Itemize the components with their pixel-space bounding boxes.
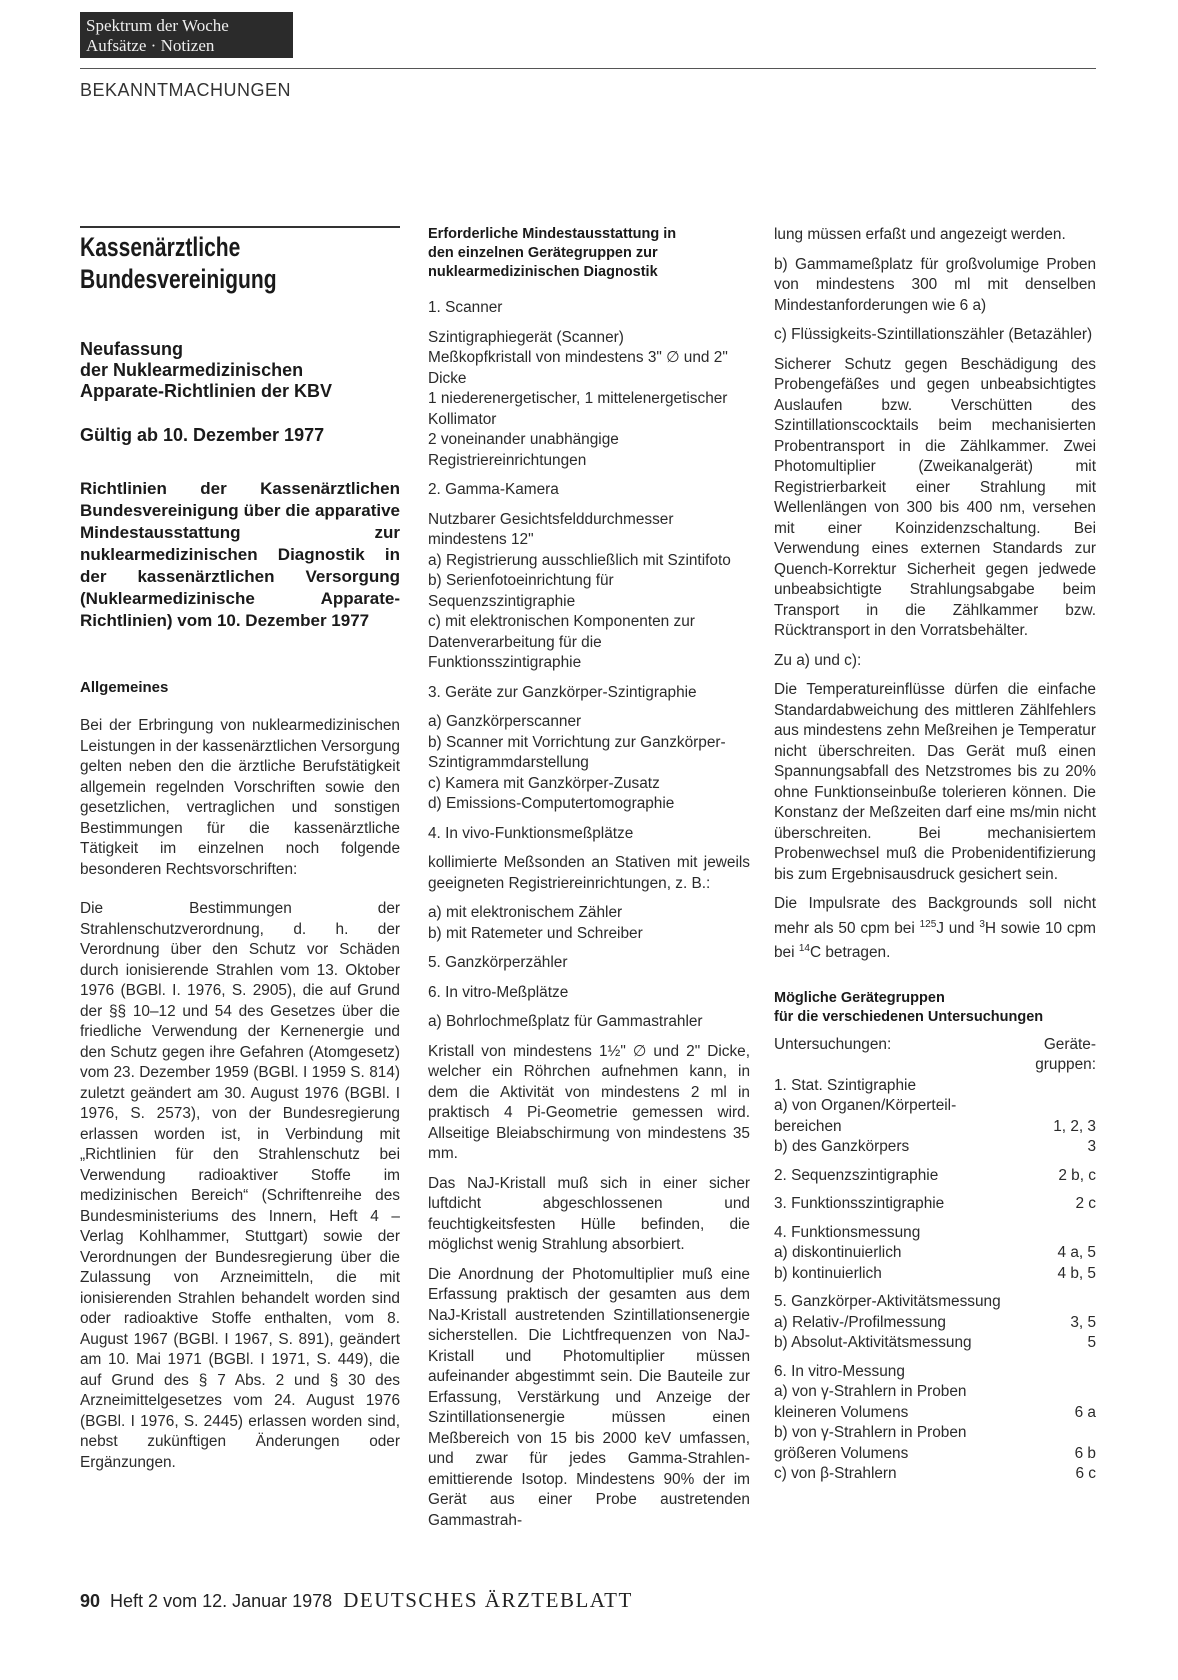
section-label: BEKANNTMACHUNGEN [80, 80, 292, 100]
page-number: 90 [80, 1591, 101, 1611]
section-tag [80, 12, 293, 58]
table-row [774, 1117, 1096, 1138]
row-label: b) kontinuierlich [774, 1264, 882, 1282]
table-body [774, 1076, 1096, 1485]
table-row [774, 1284, 1096, 1313]
item-body: kollimierte Meßsonden an Stativen mit jeweils geeigneten Registriereinrichtungen, z. B.: [428, 854, 750, 892]
item-body: a) Ganzkörperscanner b) Scanner mit Vorrichtung zur Ganzkörper-Szintigrammdarstellung c) Kamera mit Ganzkörper-Zusatz d) Emissions-Computertomographie [428, 713, 726, 812]
row-value [1028, 1423, 1096, 1444]
row-label: a) von Organen/Körperteil- [774, 1097, 957, 1115]
table-row [774, 1243, 1096, 1264]
item-title: 4. In vivo-Funktionsmeßplätze [428, 824, 634, 842]
row-value: 3, 5 [1070, 1313, 1096, 1331]
row-label: 5. Ganzkörper-Aktivitätsmessung [774, 1293, 1001, 1311]
footer [80, 1588, 633, 1613]
item-body: Nutzbarer Gesichtsfelddurchmesser mindestens 12" a) Registrierung ausschließlich mit Szintifoto b) Serienfotoeinrichtung für Sequenzszintigraphie c) mit elektronischen Komponenten zur Datenverarbeitung für die Funktionsszintigraphie [428, 510, 731, 671]
row-value: 1, 2, 3 [1053, 1117, 1096, 1135]
item-subtitle: a) Bohrlochmeßplatz für Gammastrahler [428, 1013, 703, 1030]
table-row [774, 1096, 1096, 1117]
row-value: 6 b [1074, 1444, 1096, 1462]
table-row [774, 1333, 1096, 1354]
journal-name: DEUTSCHES ÄRZTEBLATT [343, 1588, 633, 1612]
row-value [1028, 1382, 1096, 1403]
row-label: b) des Ganzkörpers [774, 1138, 910, 1156]
text-run: C betragen. [809, 944, 891, 962]
row-value: 4 a, 5 [1057, 1244, 1096, 1262]
table-row [774, 1076, 1096, 1097]
paragraph: c) Flüssigkeits-Szintillationszähler (Betazähler) [774, 326, 1093, 343]
row-value [1028, 1076, 1096, 1097]
row-value: 3 [1087, 1138, 1096, 1156]
table-row [774, 1423, 1096, 1444]
table-row [774, 1313, 1096, 1334]
background-paragraph [774, 894, 1096, 964]
section-tag-line1: Spektrum der Woche [86, 16, 229, 35]
column-2 [428, 225, 750, 1540]
row-value [1028, 1215, 1096, 1244]
row-label: 2. Sequenzszintigraphie [774, 1166, 939, 1184]
paragraph: Das NaJ-Kristall muß sich in einer sicher luftdicht abgeschlossenen und feuchtigkeitsfesten Hülle befinden, die möglichst wenig Strahlung absorbiert. [428, 1174, 750, 1253]
table-row [774, 1215, 1096, 1244]
device-group-table [774, 1035, 1096, 1485]
issue-info: Heft 2 vom 12. Januar 1978 [110, 1591, 333, 1611]
superscript: 14 [798, 943, 810, 955]
text-run: J und [936, 919, 980, 937]
section-tag-line2: Aufsätze · Notizen [86, 36, 215, 55]
column-heading: Erforderliche Mindestausstattung in den einzelnen Gerätegruppen zur nuklearmedizinischen Diagnostik [428, 226, 677, 280]
row-label: a) diskontinuierlich [774, 1244, 902, 1262]
row-label: a) Relativ-/Profilmessung [774, 1313, 946, 1331]
paragraph: b) Gammameßplatz für großvolumige Proben von mindestens 300 ml mit denselben Mindestanforderungen wie 6 a) [774, 255, 1096, 314]
row-value: 5 [1087, 1334, 1096, 1352]
row-label: kleineren Volumens [774, 1403, 909, 1421]
row-value: 6 c [1075, 1465, 1096, 1483]
table-row [774, 1403, 1096, 1424]
row-value [1028, 1284, 1096, 1313]
row-label: 6. In vitro-Messung [774, 1362, 905, 1380]
paragraph: Zu a) und c): [774, 651, 862, 669]
item-list: a) mit elektronischem Zähler b) mit Ratemeter und Schreiber [428, 904, 643, 942]
superscript: 3 [979, 918, 985, 930]
header-rule [80, 68, 1096, 69]
item-title: 3. Geräte zur Ganzkörper-Szintigraphie [428, 683, 697, 701]
validity-date: Gültig ab 10. Dezember 1977 [80, 425, 325, 445]
section-heading-allgemeines: Allgemeines [80, 679, 169, 696]
table-row [774, 1464, 1096, 1485]
row-value: 4 b, 5 [1057, 1264, 1096, 1282]
table-header-left: Untersuchungen: [774, 1035, 892, 1053]
organisation-title: Kassenärztliche Bundesvereinigung [80, 232, 277, 294]
column-1 [80, 225, 400, 1482]
row-label: 3. Funktionsszintigraphie [774, 1195, 945, 1213]
superscript: 125 [919, 918, 937, 930]
paragraph: Bei der Erbringung von nuklearmedizinischen Leistungen in der kassenärztlichen Versorgung gelten neben den die ärztliche Berufstätigkeit allgemein regelnden Vorschriften sowie den gesetzlichen, vertraglichen und sonstigen Bestimmungen für die kassenärztliche Tätigkeit im einzelnen noch folgende besonderen Rechtsvorschriften: [80, 717, 400, 878]
row-label: bereichen [774, 1117, 842, 1135]
row-value [1028, 1354, 1096, 1383]
column-3 [774, 225, 1096, 1485]
paragraph: lung müssen erfaßt und angezeigt werden. [774, 226, 1066, 243]
paragraph: Kristall von mindestens 1½" ∅ und 2" Dicke, welcher ein Röhrchen aufnehmen kann, in dem die Aktivität von mindestens 2 ml in praktisch 4 Pi-Geometrie gemessen wird. Allseitige Bleiabschirmung von mindestens 35 mm. [428, 1042, 750, 1162]
table-row [774, 1354, 1096, 1383]
item-title: 1. Scanner [428, 299, 503, 316]
row-label: 1. Stat. Szintigraphie [774, 1076, 917, 1094]
row-label: a) von γ-Strahlern in Proben [774, 1383, 967, 1401]
row-label: größeren Volumens [774, 1444, 909, 1462]
row-label: b) Absolut-Aktivitätsmessung [774, 1334, 972, 1352]
row-value: 2 b, c [1058, 1166, 1096, 1184]
text-run: H sowie 10 cpm bei [774, 919, 1096, 962]
item-title: 2. Gamma-Kamera [428, 481, 559, 498]
table-row [774, 1264, 1096, 1285]
table-header-right: Geräte- gruppen: [1035, 1035, 1096, 1074]
item-title: 6. In vitro-Meßplätze [428, 983, 569, 1001]
item-body: Szintigraphiegerät (Scanner) Meßkopfkristall von mindestens 3" ∅ und 2" Dicke 1 niederenergetischer, 1 mittelenergetischer Kollimator 2 voneinander unabhängige Registriereinrichtungen [428, 328, 728, 469]
table-heading: Mögliche Gerätegruppen für die verschiedenen Untersuchungen [774, 989, 1044, 1025]
table-row [774, 1186, 1096, 1215]
table-row [774, 1382, 1096, 1403]
text-run: Die Impulsrate des Backgrounds soll nicht mehr als 50 cpm bei [774, 895, 1096, 937]
table-row [774, 1444, 1096, 1465]
article-title: Neufassung der Nuklearmedizinischen Apparate-Richtlinien der KBV [80, 339, 333, 401]
paragraph: Sicherer Schutz gegen Beschädigung des Probengefäßes und gegen unbeabsichtigtes Auslaufen bzw. Verschütten des Szintillationscocktails beim mechanisierten Probentransport in die Zählkammer. Zwei Photomultiplier (Zweikanalgerät) mit Registrierbarkeit einer Strahlung mit Wellenlängen von 300 bis 400 nm, versehen mit einer Koinzidenzschaltung. Bei Verwendung eines externen Standards zur Quench-Korrektur Sicherheit gegen jedwede unbeabsichtigte Strahlungsabgabe beim Transport in die Zählkammer bzw. Rücktransport in den Vorratsbehälter. [774, 355, 1096, 639]
row-value: 2 c [1075, 1195, 1096, 1213]
row-label: b) von γ-Strahlern in Proben [774, 1424, 967, 1442]
item-title: 5. Ganzkörperzähler [428, 954, 568, 971]
row-value [1028, 1096, 1096, 1117]
paragraph: Die Temperatureinflüsse dürfen die einfache Standardabweichung des mittleren Zählfehlers aus mindestens zehn Meßreihen je Temperatur nicht überschreiten. Das Gerät muß einen Spannungsabfall des Netzstromes bis zu 20% ohne Funktionseinbuße tolerieren können. Die Konstanz der Meßzeiten darf eine ms/min nicht überschreiten. Bei mechanisiertem Probenwechsel muß die Probenidentifizierung bis zum Ergebnisausdruck gesichert sein. [774, 681, 1096, 883]
row-label: c) von β-Strahlern [774, 1465, 897, 1483]
paragraph: Die Bestimmungen der Strahlenschutzverordnung, d. h. der Verordnung über den Schutz vor Schäden durch ionisierende Strahlen vom 13. Oktober 1976 (BGBl. I. 1976, S. 2905), die auf Grund der §§ 10–12 und 54 des Gesetzes über die friedliche Verwendung der Kernenergie und den Schutz gegen ihre Gefahren (Atomgesetz) vom 23. Dezember 1959 (BGBl. I 1959 S. 814) zuletzt geändert am 30. August 1976 (BGBl. I 1976, S. 2573), von der Bundesregierung erlassen worden ist, in Verbindung mit „Richtlinien für den Strahlenschutz bei Verwendung radioaktiver Stoffe im medizinischen Bereich“ (Schriftenreihe des Bundesministeriums des Innern, Heft 4 – Verlag Kohlhammer, Stuttgart) sowie der Verordnungen der Bundesregierung über die Zulassung von Arzneimitteln, die mit ionisierenden Strahlen behandelt worden sind oder radioaktive Stoffe enthalten, vom 8. August 1967 (BGBl. I 1967, S. 891), geändert am 10. Mai 1971 (BGBl. I 1971, S. 449), die auf Grund des § 7 Abs. 2 und § 30 des Arzneimittelgesetzes vom 24. August 1976 (BGBl. I 1976, S. 2445) erlassen worden sind, nebst zukünftigen Änderungen oder Ergänzungen. [80, 900, 400, 1471]
row-value: 6 a [1074, 1403, 1096, 1421]
table-row [774, 1137, 1096, 1158]
table-row [774, 1158, 1096, 1187]
paragraph: Die Anordnung der Photomultiplier muß eine Erfassung praktisch der gesamten aus dem NaJ-Kristall austretenden Szintillationsenergie sicherstellen. Die Lichtfrequenzen von NaJ-Kristall und Photomultiplier müssen aufeinander abgestimmt sein. Die Bauteile zur Erfassung, Verstärkung und Anzeige der Szintillationsenergie müssen einen Meßbereich von 15 bis 2000 keV umfassen, und zwar für jedes Gamma-Strahlen-emittierende Isotop. Mindestens 90% der im Gerät aus einer Probe austretenden Gammastrah- [428, 1265, 750, 1529]
row-label: 4. Funktionsmessung [774, 1223, 921, 1241]
intro-paragraph: Richtlinien der Kassenärztlichen Bundesvereinigung über die apparative Mindestausstattung zur nuklearmedizinischen Diagnostik in der kassenärztlichen Versorgung (Nuklearmedizinische Apparate-Richtlinien) vom 10. Dezember 1977 [80, 479, 400, 630]
